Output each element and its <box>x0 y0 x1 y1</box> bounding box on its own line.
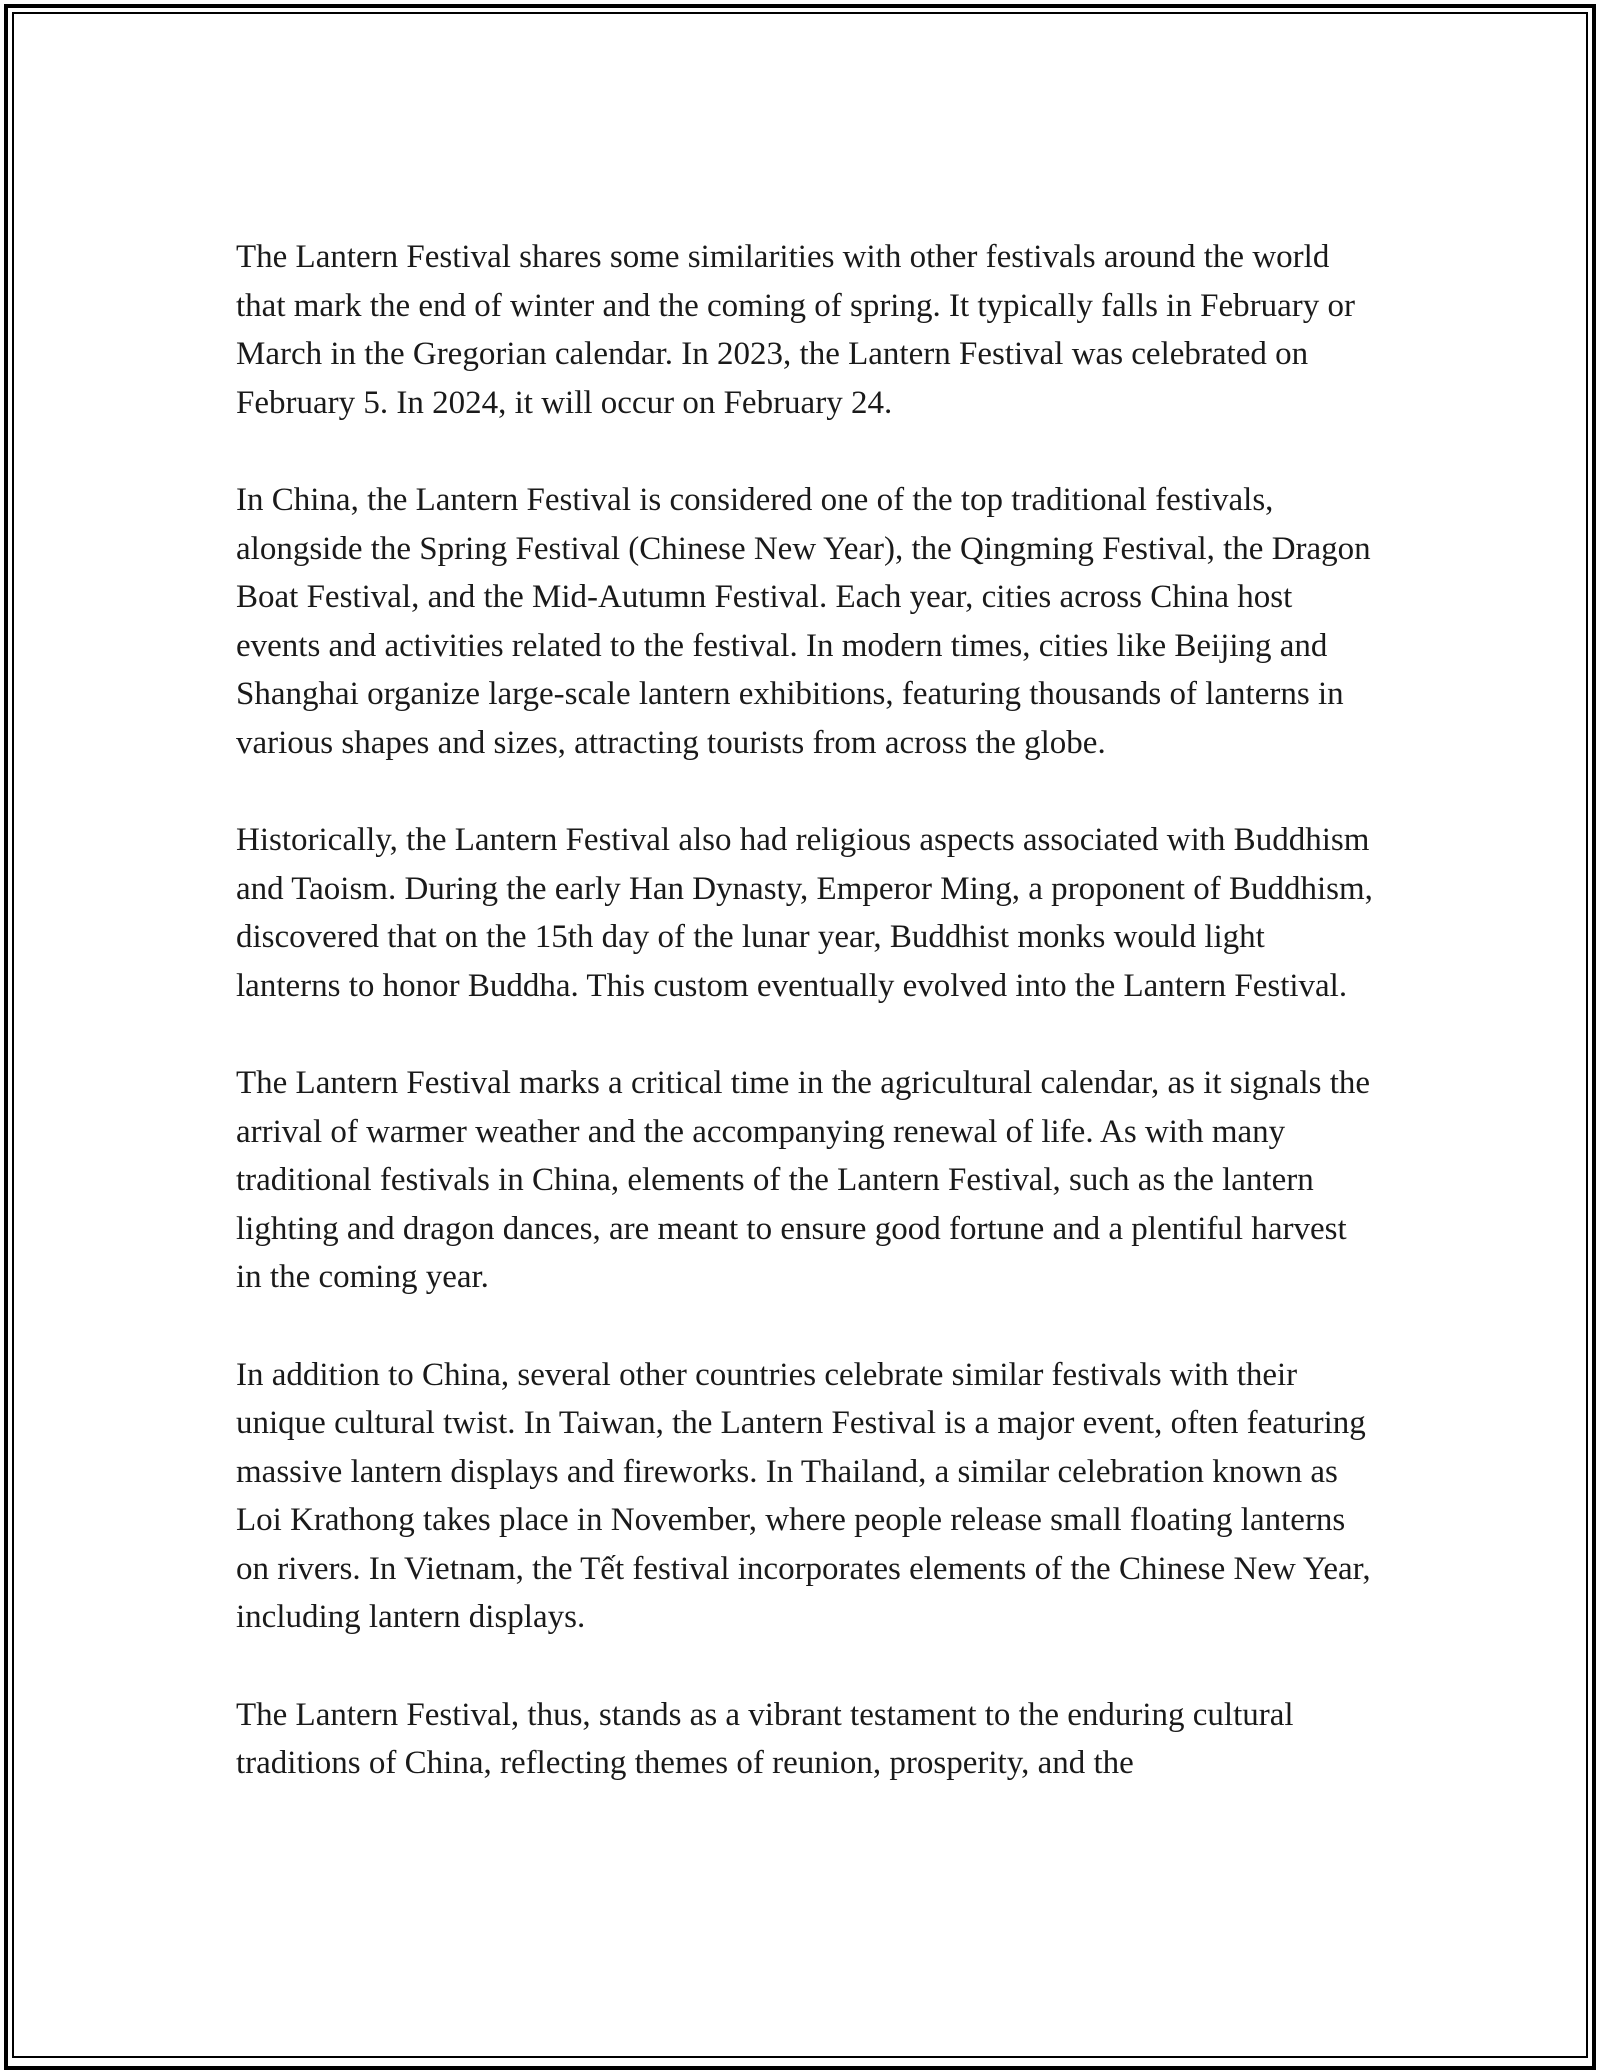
paragraph-3: Historically, the Lantern Festival also had religious aspects associated with Buddhism and Taoism. During the early Han Dynasty, Emperor Ming, a proponent of Buddhism, discovered that on the 15th day of the lunar year, Buddhist monks would light lanterns to honor Buddha. This custom eventually evolved into the Lantern Festival. <box>236 822 1373 1004</box>
paragraph-6: The Lantern Festival, thus, stands as a vibrant testament to the enduring cultural traditions of China, reflecting themes of reunion, prosperity, and the <box>236 1696 1294 1781</box>
paragraph-1: The Lantern Festival shares some similarities with other festivals around the world that mark the end of winter and the coming of spring. It typically falls in February or March in the Gregorian calendar. In 2023, the Lantern Festival was celebrated on February 5. In 2024, it will occur on February 24. <box>236 239 1355 421</box>
paragraph-2: In China, the Lantern Festival is considered one of the top traditional festivals, alongside the Spring Festival (Chinese New Year), the Qingming Festival, the Dragon Boat Festival, and the Mid-Autumn Festival. Each year, cities across China host events and activities related to the festival. In modern times, cities like Beijing and Shanghai organize large-scale lantern exhibitions, featuring thousands of lanterns in various shapes and sizes, attracting tourists from across the globe. <box>236 482 1371 761</box>
paragraph-4: The Lantern Festival marks a critical time in the agricultural calendar, as it signals the arrival of warmer weather and the accompanying renewal of life. As with many traditional festivals in China, elements of the Lantern Festival, such as the lantern lighting and dragon dances, are meant to ensure good fortune and a plentiful harvest in the coming year. <box>236 1065 1371 1295</box>
paragraph-5: In addition to China, several other countries celebrate similar festivals with their unique cultural twist. In Taiwan, the Lantern Festival is a major event, often featuring massive lantern displays and fireworks. In Thailand, a similar celebration known as Loi Krathong takes place in November, where people release small floating lanterns on rivers. In Vietnam, the Tết festival incorporates elements of the Chinese New Year, including lantern displays. <box>236 1356 1371 1635</box>
document-body <box>236 233 1376 1837</box>
